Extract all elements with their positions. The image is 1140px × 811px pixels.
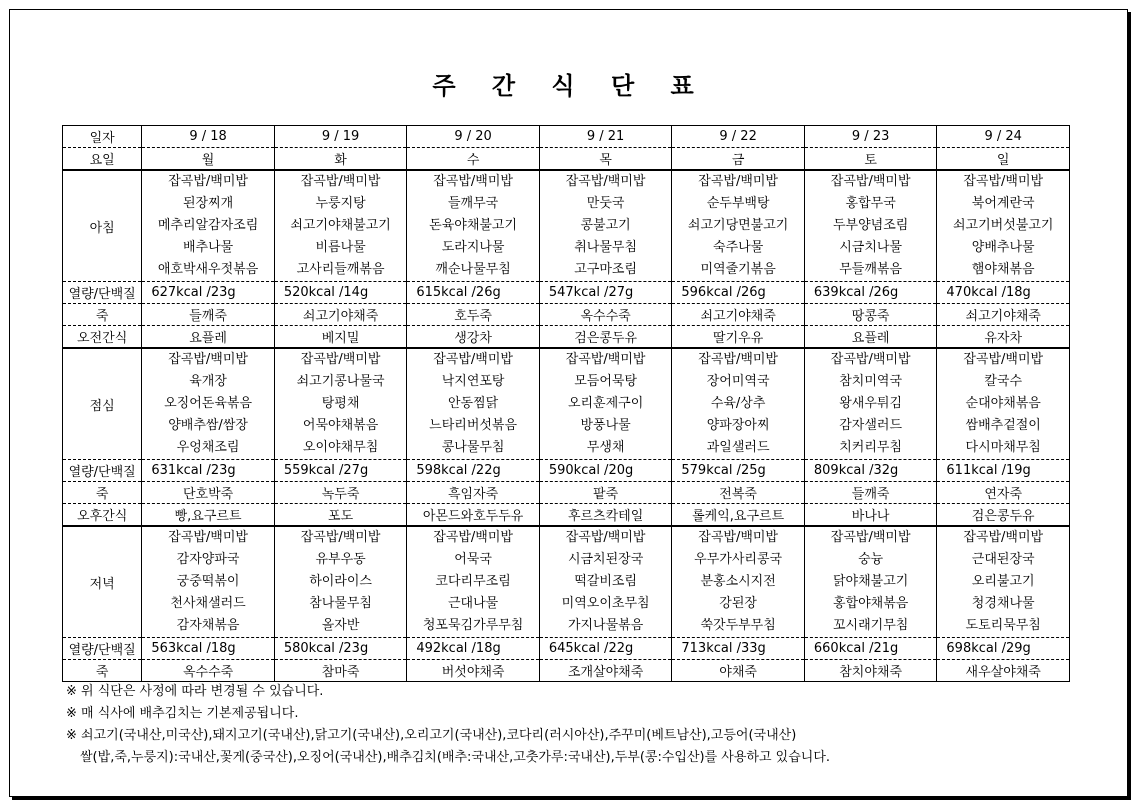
dinner-nutrition-row-cell: 563kcal /18g [142,638,275,660]
date-cell: 9 / 20 [407,126,540,148]
dinner-porridge-row-cell: 옥수수죽 [142,660,275,682]
menu-item: 잡곡밥/백미밥 [300,530,381,545]
menu-item: 오리훈제구이 [567,396,644,411]
menu-item: 잡곡밥/백미밥 [300,174,381,189]
menu-item: 고구마조림 [574,262,638,277]
lunch-nutrition-row-cell: 598kcal /22g [407,460,540,482]
dinner-dishes-cell [539,526,672,638]
menu-item: 치커리무침 [839,440,903,455]
weekly-menu-table [62,125,1070,682]
menu-item: 오징어돈육볶음 [164,396,253,411]
menu-item: 잡곡밥/백미밥 [963,352,1044,367]
dinner-porridge-row-cell: 새우살야채죽 [937,660,1070,682]
day-row-cell: 일 [937,148,1070,171]
breakfast-dishes-cell [274,170,407,282]
note-3: ※ 쇠고기(국내산,미국산),돼지고기(국내산),닭고기(국내산),오리고기(국내산),코다리(러시아산),주꾸미(베트남산),고등어(국내산) [66,728,797,743]
note-2: ※ 매 식사에 배추김치는 기본제공됩니다. [66,706,299,721]
menu-item: 참나물무침 [309,596,372,611]
menu-item: 강된장 [719,596,757,611]
lunch-porridge-row-cell: 팥죽 [539,482,672,504]
lunch-dishes-cell [407,348,540,460]
day-row-label: 요일 [63,148,142,171]
menu-item: 쇠고기콩나물국 [296,374,385,389]
menu-item: 감자채볶음 [176,618,240,633]
breakfast-dishes-row [63,170,1070,282]
menu-item: 닭야채불고기 [832,574,909,589]
menu-item: 잡곡밥/백미밥 [830,174,911,189]
menu-item: 잡곡밥/백미밥 [168,530,248,545]
dinner-porridge-row-cell: 야채죽 [672,660,805,682]
lunch-porridge-row [63,482,1070,504]
breakfast-snack-row-label: 오전간식 [63,326,142,349]
menu-item: 청포묵김가루무침 [422,618,524,633]
lunch-nutrition-row [63,460,1070,482]
menu-item: 고사리들깨볶음 [296,262,385,277]
notes [66,681,830,769]
breakfast-snack-row-cell: 생강차 [407,326,540,349]
menu-item: 왕새우튀김 [839,396,903,411]
breakfast-snack-row-cell: 베지밀 [274,326,407,349]
breakfast-dishes-cell [804,170,937,282]
breakfast-snack-row [63,326,1070,349]
lunch-nutrition-row-cell: 579kcal /25g [672,460,805,482]
day-row-cell: 목 [539,148,672,171]
lunch-dishes-cell [539,348,672,460]
breakfast-porridge-row-cell: 쇠고기야채죽 [937,304,1070,326]
menu-item: 장어미역국 [706,374,770,389]
lunch-porridge-row-cell: 단호박죽 [142,482,275,504]
dinner-nutrition-row-label: 열량/단백질 [63,638,142,660]
menu-item: 순대야채볶음 [965,396,1041,411]
day-row-cell: 수 [407,148,540,171]
menu-item: 미역줄기볶음 [700,262,776,277]
menu-item: 잡곡밥/백미밥 [963,530,1044,545]
breakfast-nutrition-row-cell: 627kcal /23g [142,282,275,304]
lunch-dishes-cell [804,348,937,460]
breakfast-porridge-row-cell: 호두죽 [407,304,540,326]
breakfast-label: 아침 [63,170,142,282]
menu-item: 안동찜닭 [447,396,499,411]
note-4: 쌀(밥,죽,누룽지):국내산,꽃게(중국산),오징어(국내산),배추김치(배추:국내산,고춧가루:국내산),두부(콩:수입산)를 사용하고 있습니다. [80,750,831,765]
dinner-porridge-row-cell: 참마죽 [274,660,407,682]
menu-item: 쇠고기야채불고기 [290,218,391,233]
menu-item: 잡곡밥/백미밥 [698,174,778,189]
lunch-dishes-cell [274,348,407,460]
menu-item: 가지나물볶음 [567,618,644,633]
day-row [63,148,1070,171]
menu-item: 과일샐러드 [706,440,770,455]
menu-item: 잡곡밥/백미밥 [698,352,778,367]
menu-item: 숙주나물 [713,240,764,255]
dinner-porridge-row-label: 죽 [63,660,142,682]
menu-item: 들깨무국 [447,196,499,211]
menu-item: 감자샐러드 [839,418,903,433]
menu-item: 순두부백탕 [706,196,770,211]
dinner-porridge-row-cell: 조개살야채죽 [539,660,672,682]
menu-item: 시금치나물 [839,240,903,255]
menu-item: 양배추나물 [971,240,1035,255]
breakfast-porridge-row-label: 죽 [63,304,142,326]
menu-item: 오이야채무침 [302,440,379,455]
menu-item: 방풍나물 [580,418,631,433]
menu-item: 청경채나물 [971,596,1035,611]
day-row-cell: 월 [142,148,275,171]
menu-item: 우엉채조림 [176,440,240,455]
menu-item: 떡갈비조림 [574,574,638,589]
menu-item: 애호박새우젓볶음 [157,262,259,277]
menu-item: 콩불고기 [580,218,631,233]
breakfast-nutrition-row-cell: 596kcal /26g [672,282,805,304]
lunch-nutrition-row-cell: 631kcal /23g [142,460,275,482]
menu-item: 미역오이초무침 [561,596,650,611]
dinner-dishes-cell [274,526,407,638]
dinner-dishes-cell [672,526,805,638]
breakfast-snack-row-cell: 딸기우유 [672,326,805,349]
day-row-cell: 토 [804,148,937,171]
menu-item: 돈육야채불고기 [429,218,518,233]
date-label: 일자 [63,126,142,148]
lunch-porridge-row-cell: 흑임자죽 [407,482,540,504]
menu-item: 잡곡밥/백미밥 [433,352,513,367]
menu-item: 잡곡밥/백미밥 [168,352,248,367]
lunch-snack-row-cell: 아몬드와호두두유 [407,504,540,527]
menu-item: 잡곡밥/백미밥 [168,174,248,189]
menu-item: 어묵야채볶음 [302,418,379,433]
dinner-nutrition-row [63,638,1070,660]
menu-item: 오리불고기 [971,574,1035,589]
menu-item: 올자반 [321,618,360,633]
menu-item: 참치미역국 [839,374,903,389]
lunch-nutrition-row-cell: 559kcal /27g [274,460,407,482]
dinner-dishes-cell [804,526,937,638]
date-cell: 9 / 21 [539,126,672,148]
lunch-nutrition-row-cell: 590kcal /20g [539,460,672,482]
menu-item: 코다리무조림 [435,574,511,589]
day-row-cell: 금 [672,148,805,171]
menu-item: 모듬어묵탕 [574,374,638,389]
menu-item: 낙지연포탕 [441,374,505,389]
dinner-porridge-row-cell: 버섯야채죽 [407,660,540,682]
dinner-nutrition-row-cell: 698kcal /29g [937,638,1070,660]
lunch-nutrition-row-cell: 611kcal /19g [937,460,1070,482]
menu-item: 어묵국 [454,552,492,567]
breakfast-nutrition-row-cell: 470kcal /18g [937,282,1070,304]
menu-item: 콩나물무침 [441,440,505,455]
menu-item: 도라지나물 [441,240,505,255]
breakfast-porridge-row [63,304,1070,326]
menu-item: 양파장아찌 [706,418,770,433]
menu-item: 칼국수 [984,374,1023,389]
menu-item: 도토리묵무침 [965,618,1041,633]
lunch-dishes-cell [672,348,805,460]
breakfast-porridge-row-cell: 땅콩죽 [804,304,937,326]
breakfast-dishes-cell [937,170,1070,282]
menu-item: 배추나물 [182,240,234,255]
breakfast-nutrition-row [63,282,1070,304]
dinner-porridge-row-cell: 참치야채죽 [804,660,937,682]
lunch-porridge-row-label: 죽 [63,482,142,504]
menu-item: 근대된장국 [971,552,1035,567]
menu-item: 수육/상추 [710,396,766,411]
menu-item: 분홍소시지전 [700,574,776,589]
breakfast-snack-row-cell: 요플레 [804,326,937,349]
menu-item: 잡곡밥/백미밥 [300,352,381,367]
breakfast-snack-row-cell: 요플레 [142,326,275,349]
lunch-nutrition-row-cell: 809kcal /32g [804,460,937,482]
dinner-dishes-cell [407,526,540,638]
menu-item: 시금치된장국 [567,552,644,567]
lunch-porridge-row-cell: 녹두죽 [274,482,407,504]
lunch-snack-row-label: 오후간식 [63,504,142,527]
date-cell: 9 / 24 [937,126,1070,148]
menu-item: 메추리알감자조림 [157,218,259,233]
menu-item: 쑥갓두부무침 [700,618,776,633]
dinner-dishes-row [63,526,1070,638]
menu-item: 우무가사리콩국 [694,552,783,567]
date-cell: 9 / 23 [804,126,937,148]
breakfast-nutrition-row-label: 열량/단백질 [63,282,142,304]
menu-item: 두부양념조림 [832,218,909,233]
lunch-snack-row [63,504,1070,527]
menu-item: 천사채샐러드 [170,596,246,611]
date-cell: 9 / 22 [672,126,805,148]
menu-item: 육개장 [189,374,227,389]
day-row-cell: 화 [274,148,407,171]
breakfast-nutrition-row-cell: 520kcal /14g [274,282,407,304]
menu-item: 감자양파국 [176,552,240,567]
menu-item: 무생채 [586,440,625,455]
menu-item: 쌈배추겉절이 [965,418,1041,433]
menu-item: 홍합무국 [845,196,896,211]
menu-item: 취나물무침 [574,240,638,255]
date-row [63,126,1070,148]
dinner-label: 저녁 [63,526,142,638]
menu-item: 유부우동 [315,552,366,567]
lunch-snack-row-cell: 후르츠칵테일 [539,504,672,527]
menu-item: 쇠고기버섯불고기 [952,218,1054,233]
menu-item: 다시마채무침 [965,440,1041,455]
menu-item: 탕평채 [321,396,360,411]
menu-item: 햄야채볶음 [971,262,1035,277]
lunch-dishes-cell [142,348,275,460]
menu-item: 잡곡밥/백미밥 [565,530,646,545]
dinner-nutrition-row-cell: 580kcal /23g [274,638,407,660]
breakfast-snack-row-cell: 유자차 [937,326,1070,349]
lunch-porridge-row-cell: 전복죽 [672,482,805,504]
lunch-nutrition-row-label: 열량/단백질 [63,460,142,482]
menu-item: 느타리버섯볶음 [429,418,518,433]
dinner-porridge-row [63,660,1070,682]
dinner-nutrition-row-cell: 492kcal /18g [407,638,540,660]
menu-item: 북어계란국 [971,196,1035,211]
menu-item: 누룽지탕 [315,196,366,211]
menu-item: 만둣국 [586,196,625,211]
dinner-nutrition-row-cell: 713kcal /33g [672,638,805,660]
date-cell: 9 / 18 [142,126,275,148]
lunch-snack-row-cell: 바나나 [804,504,937,527]
menu-item: 된장찌개 [182,196,234,211]
menu-item: 꼬시래기무침 [832,618,909,633]
breakfast-dishes-cell [142,170,275,282]
page-title: 주 간 식 단 표 [432,72,708,100]
menu-item: 쇠고기당면불고기 [687,218,789,233]
breakfast-dishes-cell [407,170,540,282]
breakfast-nutrition-row-cell: 639kcal /26g [804,282,937,304]
menu-item: 하이라이스 [309,574,372,589]
lunch-snack-row-cell: 빵,요구르트 [142,504,275,527]
menu-item: 잡곡밥/백미밥 [565,174,646,189]
menu-item: 잡곡밥/백미밥 [830,530,911,545]
lunch-snack-row-cell: 롤케익,요구르트 [672,504,805,527]
breakfast-porridge-row-cell: 쇠고기야채죽 [274,304,407,326]
menu-item: 양배추쌈/쌈장 [168,418,248,433]
dinner-dishes-cell [142,526,275,638]
date-cell: 9 / 19 [274,126,407,148]
breakfast-porridge-row-cell: 쇠고기야채죽 [672,304,805,326]
breakfast-dishes-cell [539,170,672,282]
lunch-snack-row-cell: 검은콩두유 [937,504,1070,527]
menu-item: 깨순나물무침 [435,262,511,277]
menu-item: 비름나물 [315,240,366,255]
lunch-dishes-cell [937,348,1070,460]
dinner-nutrition-row-cell: 660kcal /21g [804,638,937,660]
breakfast-dishes-cell [672,170,805,282]
menu-item: 무들깨볶음 [839,262,903,277]
menu-item: 잡곡밥/백미밥 [963,174,1044,189]
menu-item: 잡곡밥/백미밥 [433,530,513,545]
menu-item: 잡곡밥/백미밥 [433,174,513,189]
menu-item: 홍합야채볶음 [832,596,909,611]
breakfast-porridge-row-cell: 들깨죽 [142,304,275,326]
lunch-dishes-row [63,348,1070,460]
menu-item: 잡곡밥/백미밥 [698,530,778,545]
lunch-snack-row-cell: 포도 [274,504,407,527]
menu-item: 잡곡밥/백미밥 [830,352,911,367]
menu-item: 숭늉 [858,552,884,567]
breakfast-porridge-row-cell: 옥수수죽 [539,304,672,326]
menu-item: 근대나물 [447,596,499,611]
lunch-porridge-row-cell: 연자죽 [937,482,1070,504]
dinner-nutrition-row-cell: 645kcal /22g [539,638,672,660]
lunch-label: 점심 [63,348,142,460]
lunch-porridge-row-cell: 들깨죽 [804,482,937,504]
note-1: ※ 위 식단은 사정에 따라 변경될 수 있습니다. [66,684,324,699]
menu-item: 궁중떡볶이 [176,574,240,589]
breakfast-nutrition-row-cell: 615kcal /26g [407,282,540,304]
breakfast-nutrition-row-cell: 547kcal /27g [539,282,672,304]
menu-item: 잡곡밥/백미밥 [565,352,646,367]
dinner-dishes-cell [937,526,1070,638]
breakfast-snack-row-cell: 검은콩두유 [539,326,672,349]
